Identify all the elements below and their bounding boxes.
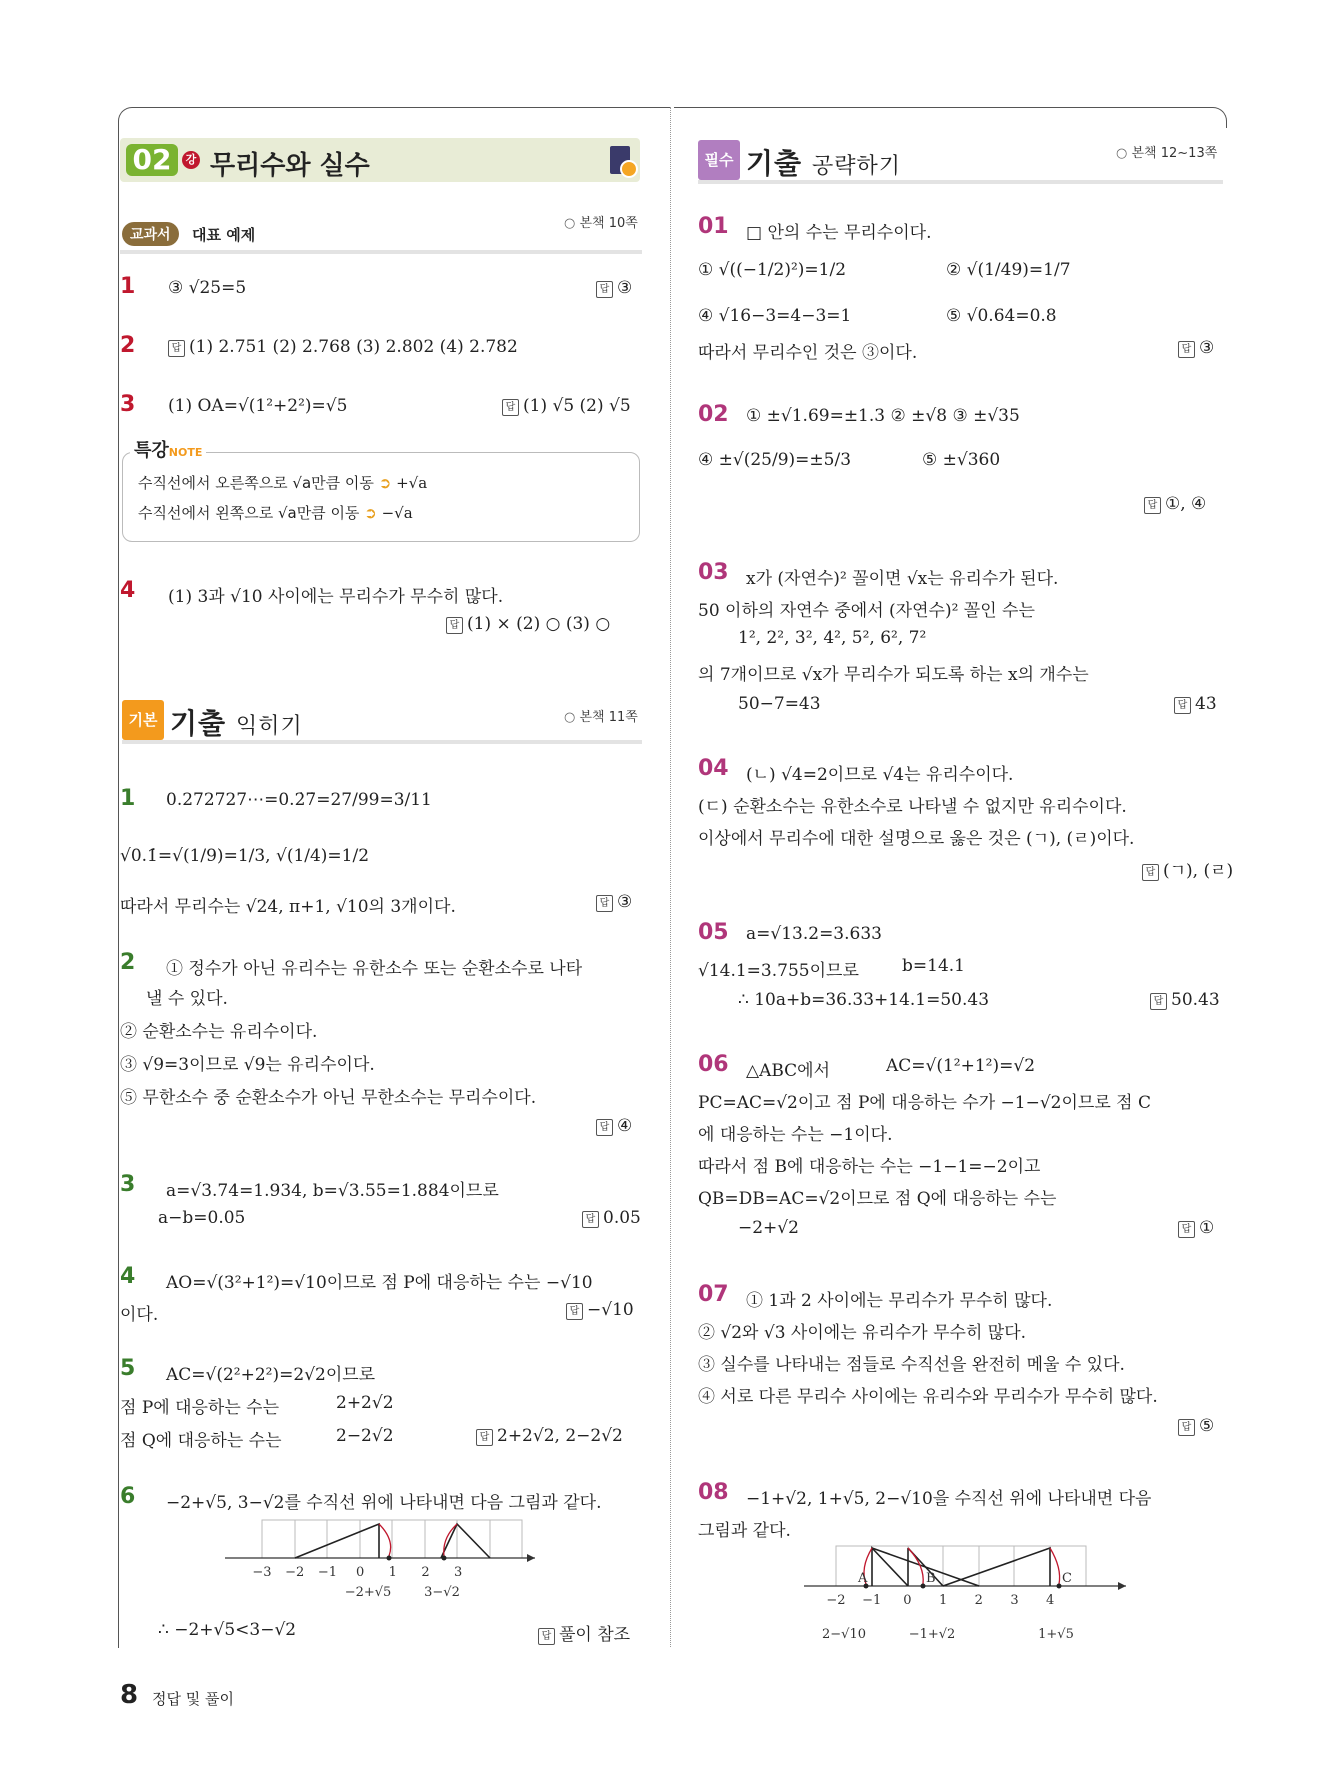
basic-p6-tick-label: −1: [317, 1565, 337, 1580]
req-p03-line3: 1², 2², 3², 4², 5², 6², 7²: [738, 628, 927, 648]
basic-problem-6: 6: [120, 1484, 136, 1509]
required-tag: 필수: [698, 140, 740, 180]
req-p03-line4: 의 7개이므로 √x가 무리수가 되도록 하는 x의 개수는: [698, 665, 1089, 685]
basic-p4-line1: AO=√(3²+1²)=√10이므로 점 P에 대응하는 수는 −√10: [166, 1273, 593, 1293]
req-p05-line2b: b=14.1: [902, 956, 965, 976]
req-problem-04: 04: [698, 756, 729, 781]
req-problem-03: 03: [698, 560, 729, 585]
basic-p6-tick-label: 1: [388, 1565, 397, 1580]
req-p01-line3a: ④ √16−3=4−3=1: [698, 306, 852, 326]
req-p05-line2a: √14.1=3.755이므로: [698, 961, 859, 981]
basic-p6-label-b: 3−√2: [424, 1585, 460, 1600]
req-p07-line3: ③ 실수를 나타내는 점들로 수직선을 완전히 메울 수 있다.: [698, 1355, 1125, 1375]
basic-tag: 기본: [122, 700, 164, 740]
tb-problem-4-text: (1) 3과 √10 사이에는 무리수가 무수히 많다.: [168, 587, 504, 607]
textbook-tag: 교과서: [122, 222, 179, 246]
basic-p2-answer: 답 ④: [596, 1116, 632, 1136]
right-page-frame: [674, 107, 1227, 128]
required-section-title: 기출 공략하기: [746, 147, 902, 180]
tb-problem-1: 1: [120, 274, 136, 299]
basic-p1-line3: 따라서 무리수는 √24, π+1, √10의 3개이다.: [120, 897, 456, 917]
basic-p6-conclusion: ∴ −2+√5<3−√2: [158, 1620, 297, 1640]
req-p08-tick-label: 1: [938, 1593, 948, 1608]
req-p02-answer: 답 ①, ④: [1144, 494, 1206, 514]
textbook-section-title: 대표 예제: [192, 226, 256, 244]
req-p04-answer: 답 (ㄱ), (ㄹ): [1142, 856, 1233, 881]
lesson-suffix: 강: [182, 151, 200, 169]
tb-problem-1-answer: 답 ③: [596, 278, 632, 298]
req-p08-label-b: −1+√2: [908, 1627, 956, 1642]
req-problem-05: 05: [698, 920, 729, 945]
req-p08-tick-label: 0: [903, 1593, 912, 1608]
note-box: [122, 452, 640, 542]
req-p08-tick-label: 3: [1010, 1593, 1019, 1608]
req-p03-line2: 50 이하의 자연수 중에서 (자연수)² 꼴인 수는: [698, 601, 1035, 621]
req-p01-line1: □ 안의 수는 무리수이다.: [746, 223, 932, 243]
req-problem-08: 08: [698, 1480, 729, 1505]
basic-p2-line3: ③ √9=3이므로 √9는 유리수이다.: [120, 1055, 375, 1075]
basic-p5-line2a: 점 P에 대응하는 수는: [120, 1398, 280, 1418]
req-p08-tick-label: −2: [826, 1593, 846, 1608]
req-p08-number-line: [800, 1544, 1130, 1644]
req-p06-line4: 따라서 점 B에 대응하는 수는 −1−1=−2이고: [698, 1157, 1041, 1177]
req-p08-tick-label: −1: [862, 1593, 882, 1608]
req-p06-line1a: △ABC에서: [746, 1061, 831, 1081]
column-divider: [670, 107, 671, 1647]
req-p08-point-a: A: [858, 1571, 868, 1586]
basic-p2-line4: ⑤ 무한소수 중 순환소수가 아닌 무한소수는 무리수이다.: [120, 1088, 537, 1108]
basic-section-title: 기출 익히기: [170, 707, 303, 740]
req-p02-line1: ① ±√1.69=±1.3 ② ±√8 ③ ±√35: [746, 406, 1020, 426]
req-p05-line3: ∴ 10a+b=36.33+14.1=50.43: [738, 990, 990, 1010]
lesson-title: 무리수와 실수: [210, 151, 370, 181]
tb-problem-3: 3: [120, 392, 136, 417]
basic-p3-answer: 답 0.05: [582, 1208, 641, 1228]
basic-p2-line1b: 낼 수 있다.: [146, 989, 228, 1009]
tb-problem-3-text: (1) OA=√(1²+2²)=√5: [168, 396, 348, 416]
req-p08-line2: 그림과 같다.: [698, 1521, 791, 1541]
basic-p3-line1: a=√3.74=1.934, b=√3.55=1.884이므로: [166, 1181, 499, 1201]
req-p06-line2: PC=AC=√2이고 점 P에 대응하는 수가 −1−√2이므로 점 C: [698, 1093, 1151, 1113]
basic-problem-1: 1: [120, 786, 136, 811]
basic-page-ref: ○ 본책 11쪽: [564, 706, 638, 725]
tb-problem-3-answer: 답 (1) √5 (2) √5: [502, 396, 631, 416]
page-number: 8: [120, 1680, 139, 1710]
note-line-2: 수직선에서 왼쪽으로 √a만큼 이동 ➲ −√a: [138, 504, 413, 522]
req-p05-answer: 답 50.43: [1150, 990, 1220, 1010]
req-p08-label-a: 2−√10: [822, 1627, 866, 1642]
basic-p6-tick-label: −3: [252, 1565, 272, 1580]
req-p08-tick-label: 4: [1046, 1593, 1055, 1608]
basic-p6-label-a: −2+√5: [344, 1585, 392, 1600]
tb-problem-4-answer: 답 (1) × (2) ○ (3) ○: [446, 614, 610, 634]
req-p07-line2: ② √2와 √3 사이에는 유리수가 무수히 많다.: [698, 1323, 1027, 1343]
req-p06-line6: −2+√2: [738, 1218, 799, 1238]
req-p06-line5: QB=DB=AC=√2이므로 점 Q에 대응하는 수는: [698, 1189, 1057, 1209]
req-p07-answer: 답 ⑤: [1178, 1416, 1214, 1436]
tb-problem-2: 2: [120, 333, 136, 358]
req-p06-line1b: AC=√(1²+1²)=√2: [886, 1056, 1036, 1076]
req-problem-02: 02: [698, 402, 729, 427]
req-p03-answer: 답 43: [1174, 694, 1217, 714]
basic-p6-tick-label: 2: [421, 1565, 430, 1580]
req-p04-line2: (ㄷ) 순환소수는 유한소수로 나타낼 수 없지만 유리수이다.: [698, 797, 1127, 817]
req-p04-line1: (ㄴ) √4=2이므로 √4는 유리수이다.: [746, 765, 1014, 785]
req-p08-line1: −1+√2, 1+√5, 2−√10을 수직선 위에 나타내면 다음: [746, 1489, 1152, 1509]
basic-p6-answer: 답 풀이 참조: [538, 1620, 630, 1645]
basic-p1-line1: 0.272727⋯=0.2̇7̇=27/99=3/11: [166, 790, 432, 810]
req-p07-line4: ④ 서로 다른 무리수 사이에는 유리수와 무리수가 무수히 많다.: [698, 1387, 1158, 1407]
req-problem-01: 01: [698, 214, 729, 239]
basic-p6-number-line: [220, 1518, 540, 1600]
tb-problem-4: 4: [120, 578, 136, 603]
basic-problem-5: 5: [120, 1356, 136, 1381]
basic-p4-answer: 답 −√10: [566, 1300, 634, 1320]
basic-p4-line2: 이다.: [120, 1305, 159, 1325]
req-p04-line3: 이상에서 무리수에 대한 설명으로 옳은 것은 (ㄱ), (ㄹ)이다.: [698, 829, 1135, 849]
basic-p6-line1: −2+√5, 3−√2를 수직선 위에 나타내면 다음 그림과 같다.: [166, 1493, 602, 1513]
req-p08-label-c: 1+√5: [1038, 1627, 1074, 1642]
basic-p6-tick-label: −2: [285, 1565, 305, 1580]
tb-problem-1-text: ③ √25=5: [168, 278, 247, 298]
req-p03-line5: 50−7=43: [738, 694, 821, 714]
basic-p1-line2: √0.1̇=√(1/9)=1/3, √(1/4)=1/2: [120, 846, 370, 866]
basic-p5-line3a: 점 Q에 대응하는 수는: [120, 1431, 282, 1451]
basic-p6-tick-label: 0: [355, 1565, 365, 1580]
req-p06-answer: 답 ①: [1178, 1218, 1214, 1238]
req-p01-answer: 답 ③: [1178, 338, 1214, 358]
note-title: 특강NOTE: [130, 436, 206, 462]
footer-label: 정답 및 풀이: [152, 1690, 234, 1708]
basic-p2-line2: ② 순환소수는 유리수이다.: [120, 1022, 318, 1042]
lesson-number: 02: [126, 144, 178, 176]
basic-p2-line1: ① 정수가 아닌 유리수는 유한소수 또는 순환소수로 나타: [166, 959, 583, 979]
basic-problem-4: 4: [120, 1264, 136, 1289]
basic-problem-3: 3: [120, 1172, 136, 1197]
basic-p5-line1: AC=√(2²+2²)=2√2이므로: [166, 1365, 376, 1385]
req-p01-line2a: ① √((−1/2)²)=1/2: [698, 260, 847, 280]
req-p01-line4: 따라서 무리수인 것은 ③이다.: [698, 343, 918, 363]
req-problem-06: 06: [698, 1052, 729, 1077]
req-p08-tick-label: 2: [974, 1593, 983, 1608]
basic-p5-answer: 답 2+2√2, 2−2√2: [476, 1426, 623, 1446]
req-p05-line1: a=√13.2=3.633: [746, 924, 882, 944]
req-p03-line1: x가 (자연수)² 꼴이면 √x는 유리수가 된다.: [746, 569, 1059, 589]
req-p06-line3: 에 대응하는 수는 −1이다.: [698, 1125, 893, 1145]
basic-p1-answer: 답 ③: [596, 892, 632, 912]
req-problem-07: 07: [698, 1282, 729, 1307]
basic-p5-line2b: 2+2√2: [336, 1393, 394, 1413]
basic-p3-line2: a−b=0.05: [158, 1208, 246, 1228]
note-line-1: 수직선에서 오른쪽으로 √a만큼 이동 ➲ +√a: [138, 474, 428, 492]
required-page-ref: ○ 본책 12~13쪽: [1116, 142, 1217, 161]
lesson-header: [120, 138, 640, 182]
basic-p6-tick-label: 3: [454, 1565, 463, 1580]
basic-problem-2: 2: [120, 950, 136, 975]
textbook-page-ref: ○ 본책 10쪽: [564, 212, 638, 231]
req-p02-line2a: ④ ±√(25/9)=±5/3: [698, 450, 852, 470]
book-clock-icon: [610, 146, 630, 174]
tb-problem-2-text: 답 (1) 2.751 (2) 2.768 (3) 2.802 (4) 2.782: [168, 337, 518, 357]
req-p02-line2b: ⑤ ±√360: [922, 450, 1001, 470]
req-p01-line2b: ② √(1/49)=1/7: [946, 260, 1071, 280]
req-p08-point-c: C: [1062, 1571, 1072, 1586]
req-p08-point-b: B: [926, 1571, 936, 1586]
req-p07-line1: ① 1과 2 사이에는 무리수가 무수히 많다.: [746, 1291, 1053, 1311]
basic-p5-line3b: 2−2√2: [336, 1426, 394, 1446]
req-p01-line3b: ⑤ √0.64=0.8: [946, 306, 1057, 326]
